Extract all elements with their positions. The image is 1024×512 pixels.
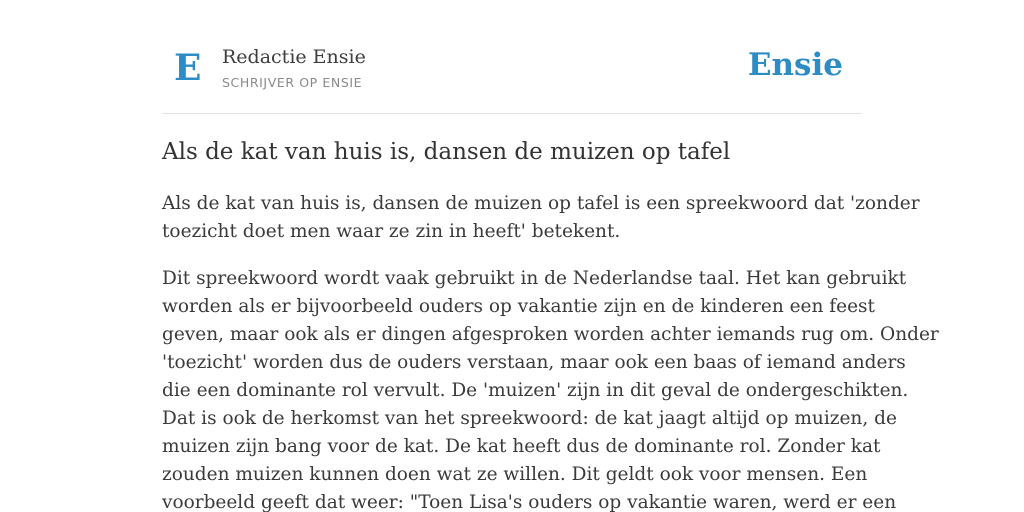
- article-card: [162, 0, 939, 512]
- text-line: zouden muizen kunnen doen wat ze willen. Dit geldt ook voor mensen. Een: [162, 464, 868, 485]
- brand-logo[interactable]: Ensie: [747, 47, 843, 83]
- text-line: Als de kat van huis is, dansen de muizen op tafel is een spreekwoord dat 'zonder: [162, 193, 920, 214]
- article-title: Als de kat van huis is, dansen de muizen op tafel: [162, 139, 731, 165]
- article-body: [162, 190, 939, 512]
- author-header: [162, 0, 862, 114]
- article-paragraph-2: [162, 265, 939, 512]
- text-line: geven, maar ook als er dingen afgesproken worden achter iemands rug om. Onder: [162, 324, 939, 345]
- author-name[interactable]: Redactie Ensie: [222, 46, 366, 68]
- text-line: Dit spreekwoord wordt vaak gebruikt in de Nederlandse taal. Het kan gebruikt: [162, 268, 907, 289]
- author-role: SCHRIJVER OP ENSIE: [222, 75, 363, 90]
- text-line: Dat is ook de herkomst van het spreekwoord: de kat jaagt altijd op muizen, de: [162, 408, 897, 429]
- text-line: muizen zijn bang voor de kat. De kat heeft dus de dominante rol. Zonder kat: [162, 436, 881, 457]
- text-line: 'toezicht' worden dus de ouders verstaan, maar ook een baas of iemand anders: [162, 352, 906, 373]
- text-line: worden als er bijvoorbeeld ouders op vakantie zijn en de kinderen een feest: [162, 296, 875, 317]
- text-line: die een dominante rol vervult. De 'muizen' zijn in dit geval de ondergeschikten.: [162, 380, 909, 401]
- ensie-logo-icon[interactable]: E: [174, 47, 202, 89]
- text-line: voorbeeld geeft dat weer: "Toen Lisa's ouders op vakantie waren, werd er een: [162, 492, 897, 512]
- text-line: toezicht doet men waar ze zin in heeft' betekent.: [162, 221, 621, 242]
- article-paragraph-1: [162, 190, 920, 246]
